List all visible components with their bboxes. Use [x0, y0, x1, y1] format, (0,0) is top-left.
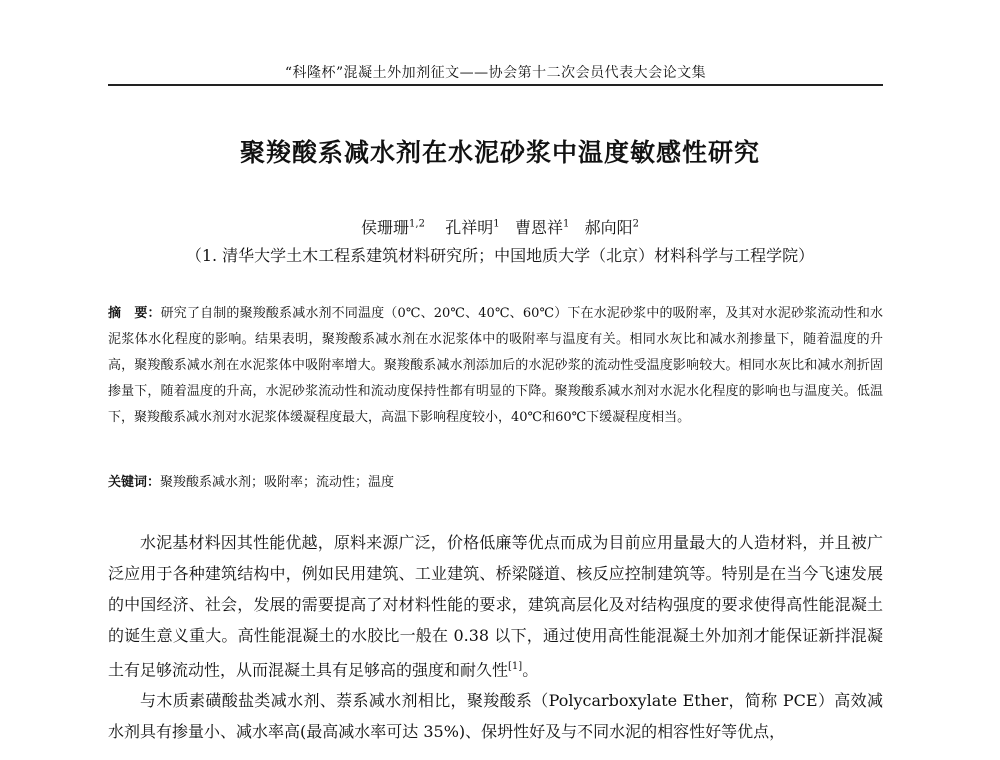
affiliation: （1. 清华大学土木工程系建筑材料研究所；中国地质大学（北京）材料科学与工程学院）: [185, 246, 815, 265]
author-name: 曹恩祥: [514, 218, 563, 237]
abstract: [108, 301, 883, 431]
author-list: [60, 215, 940, 238]
header-rule: [108, 84, 883, 86]
paragraph: [108, 685, 883, 747]
citation-ref: [1]: [508, 661, 523, 672]
running-header: “科隆杯”混凝土外加剂征文——协会第十二次会员代表大会论文集: [284, 65, 707, 81]
paragraph-end: 。: [522, 660, 539, 680]
keywords: [108, 473, 883, 493]
keywords-label: 关键词：: [108, 475, 161, 490]
author-name: 郝向阳: [584, 218, 633, 237]
abstract-text: 研究了自制的聚羧酸系减水剂不同温度（0℃、20℃、40℃、60℃）下在水泥砂浆中的吸附率，及其对水泥砂浆流动性和水泥浆体水化程度的影响。结果表明，聚羧酸系减水剂在水泥浆体中的吸附率与温度有关。相同水灰比和减水剂掺量下，随着温度的升高，聚羧酸系减水剂在水泥浆体中吸附率增大。聚羧酸系减水剂添加后的水泥砂浆的流动性受温度影响较大。相同水灰比和减水剂折固掺量下，随着温度的升高，水泥砂浆流动性和流动度保持性都有明显的下降。聚羧酸系减水剂对水泥水化程度的影响也与温度关。低温下，聚羧酸系减水剂对水泥浆体缓凝程度最大，高温下影响程度较小，40℃和60℃下缓凝程度相当。: [108, 306, 883, 425]
author-name: 侯珊珊: [361, 218, 410, 237]
author-affil-sup: 2: [632, 218, 639, 230]
paragraph: [108, 527, 883, 685]
author-name: 孔祥明: [445, 218, 494, 237]
paper-title: 聚羧酸系减水剂在水泥砂浆中温度敏感性研究: [239, 138, 760, 167]
paragraph-text: 与木质素磺酸盐类减水剂、萘系减水剂相比，聚羧酸系（Polycarboxylate Ether，简称 PCE）高效减水剂具有掺量小、减水率高(最高减水率可达 35%)、保坍性好及与不同水泥的相容性好等优点，: [108, 691, 883, 742]
author-affil-sup: 1: [562, 218, 570, 230]
author-affil-sup: 1: [493, 218, 500, 230]
body-text: [108, 527, 883, 747]
abstract-label: 摘 要：: [108, 306, 161, 321]
paragraph-text: 水泥基材料因其性能优越，原料来源广泛，价格低廉等优点而成为目前应用量最大的人造材料，并且被广泛应用于各种建筑结构中，例如民用建筑、工业建筑、桥梁隧道、核反应控制建筑等。特别是在当今飞速发展的中国经济、社会，发展的需要提高了对材料性能的要求，建筑高层化及对结构强度的要求使得高性能混凝土的诞生意义重大。高性能混凝土的水胶比一般在 0.38 以下，通过使用高性能混凝土外加剂才能保证新拌混凝土有足够流动性，从而混凝土具有足够高的强度和耐久性: [108, 533, 883, 680]
author-affil-sup: 1,2: [409, 218, 425, 230]
keywords-text: 聚羧酸系减水剂；吸附率；流动性；温度: [160, 475, 395, 490]
